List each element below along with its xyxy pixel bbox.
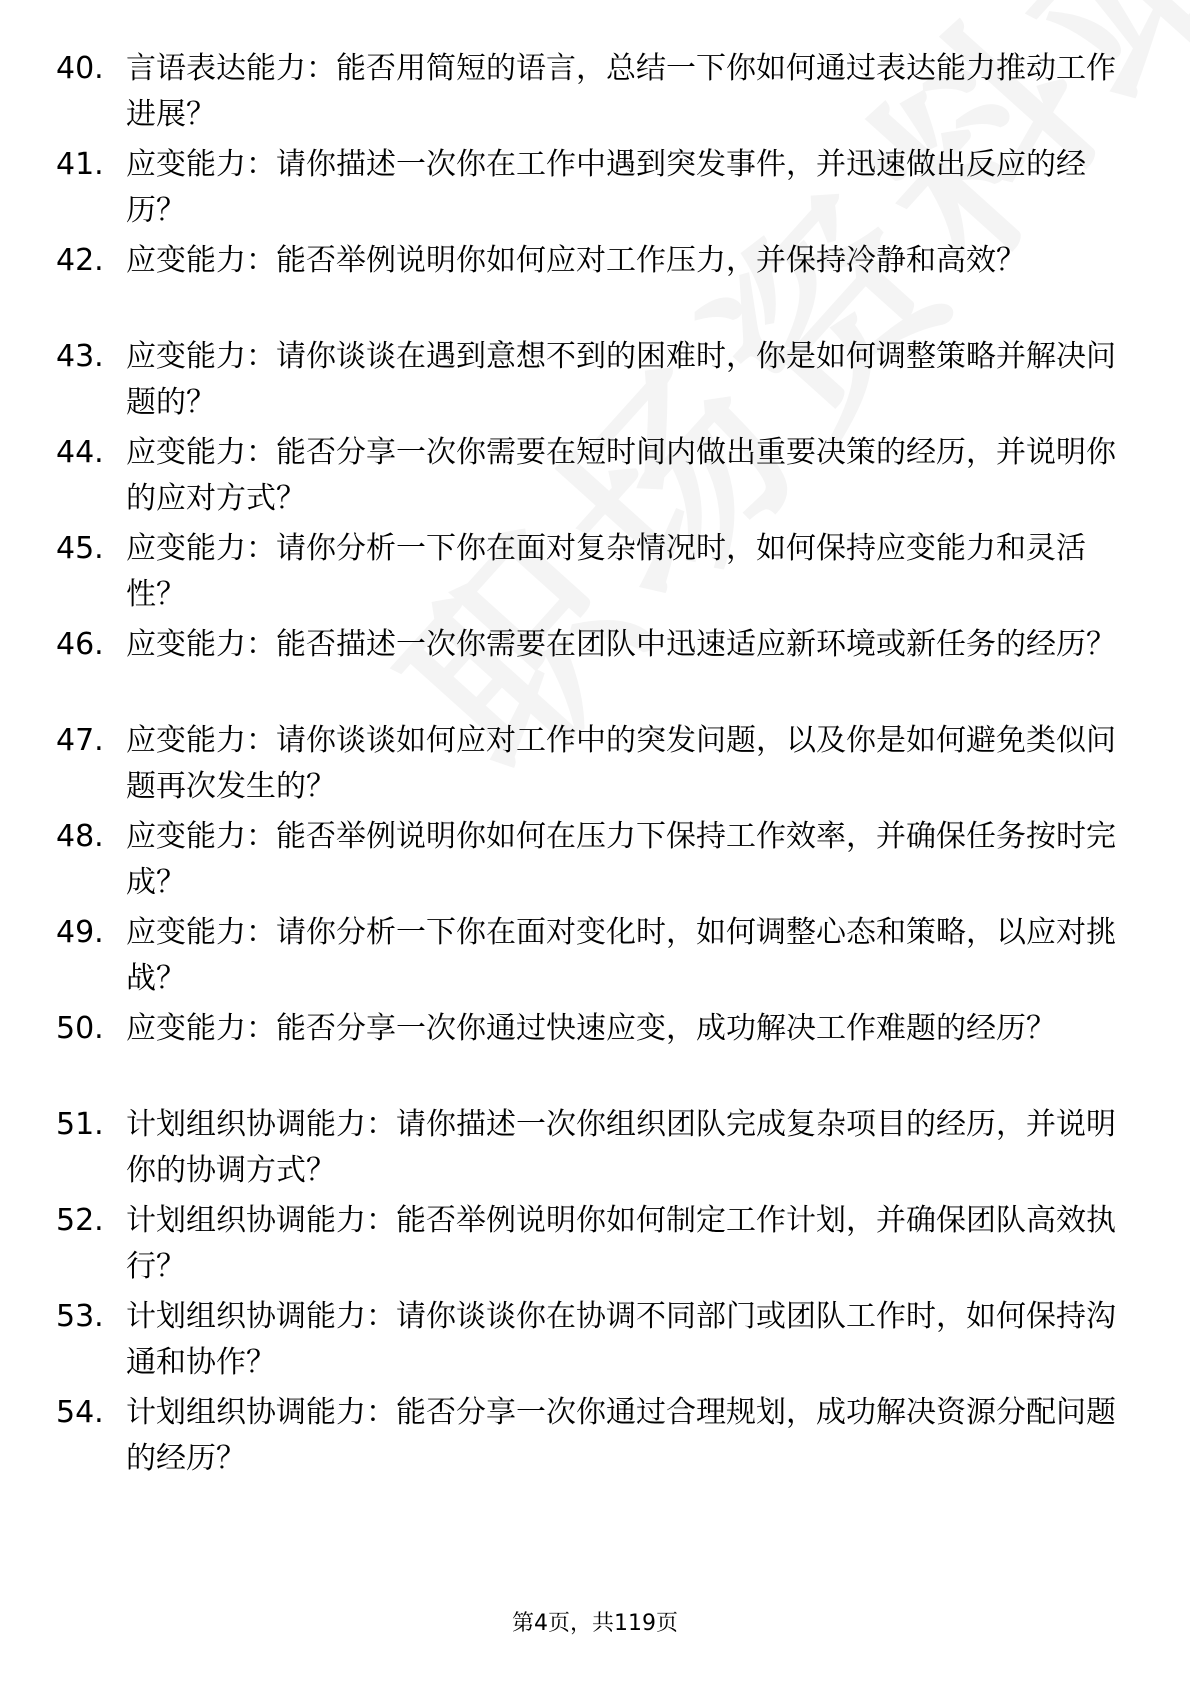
question-number: 41.: [56, 147, 104, 182]
question-item: [0, 142, 1190, 234]
question-text: 计划组织协调能力：请你描述一次你组织团队完成复杂项目的经历，并说明你的协调方式？: [126, 1107, 1116, 1188]
question-number: 42.: [56, 243, 104, 278]
question-number: 54.: [56, 1395, 104, 1430]
question-number: 40.: [56, 51, 104, 86]
question-item: [0, 1006, 1190, 1098]
question-text: 计划组织协调能力：能否分享一次你通过合理规划，成功解决资源分配问题的经历？: [126, 1395, 1116, 1476]
question-number: 49.: [56, 915, 104, 950]
question-item: [0, 526, 1190, 618]
question-number: 52.: [56, 1203, 104, 1238]
question-number: 50.: [56, 1011, 104, 1046]
question-text: 言语表达能力：能否用简短的语言，总结一下你如何通过表达能力推动工作进展？: [126, 51, 1116, 132]
question-item: [0, 910, 1190, 1002]
question-number: 48.: [56, 819, 104, 854]
question-number: 46.: [56, 627, 104, 662]
question-text: 应变能力：能否举例说明你如何在压力下保持工作效率，并确保任务按时完成？: [126, 819, 1116, 900]
page-footer: 第4页，共119页: [512, 1611, 678, 1636]
question-number: 44.: [56, 435, 104, 470]
question-item: [0, 1390, 1190, 1482]
question-text: 应变能力：请你分析一下你在面对变化时，如何调整心态和策略，以应对挑战？: [126, 915, 1116, 996]
question-text: 应变能力：请你谈谈在遇到意想不到的困难时，你是如何调整策略并解决问题的？: [126, 339, 1116, 420]
question-text: 计划组织协调能力：能否举例说明你如何制定工作计划，并确保团队高效执行？: [126, 1203, 1116, 1284]
question-text: 应变能力：请你描述一次你在工作中遇到突发事件，并迅速做出反应的经历？: [126, 147, 1086, 228]
question-item: [0, 1198, 1190, 1290]
question-number: 47.: [56, 723, 104, 758]
question-number: 45.: [56, 531, 104, 566]
question-text: 应变能力：能否分享一次你通过快速应变，成功解决工作难题的经历？: [126, 1011, 1056, 1046]
question-item: [0, 1102, 1190, 1194]
question-item: [0, 622, 1190, 714]
question-item: [0, 46, 1190, 138]
question-item: [0, 1294, 1190, 1386]
question-text: 应变能力：请你分析一下你在面对复杂情况时，如何保持应变能力和灵活性？: [126, 531, 1086, 612]
question-item: [0, 334, 1190, 426]
question-text: 应变能力：请你谈谈如何应对工作中的突发问题，以及你是如何避免类似问题再次发生的？: [126, 723, 1116, 804]
question-text: 应变能力：能否举例说明你如何应对工作压力，并保持冷静和高效？: [126, 243, 1026, 278]
question-text: 计划组织协调能力：请你谈谈你在协调不同部门或团队工作时，如何保持沟通和协作？: [126, 1299, 1116, 1380]
question-item: [0, 814, 1190, 906]
question-item: [0, 238, 1190, 330]
question-number: 53.: [56, 1299, 104, 1334]
question-number: 43.: [56, 339, 104, 374]
question-text: 应变能力：能否分享一次你需要在短时间内做出重要决策的经历，并说明你的应对方式？: [126, 435, 1116, 516]
question-number: 51.: [56, 1107, 104, 1142]
question-text: 应变能力：能否描述一次你需要在团队中迅速适应新环境或新任务的经历？: [126, 627, 1116, 662]
question-item: [0, 430, 1190, 522]
question-item: [0, 718, 1190, 810]
